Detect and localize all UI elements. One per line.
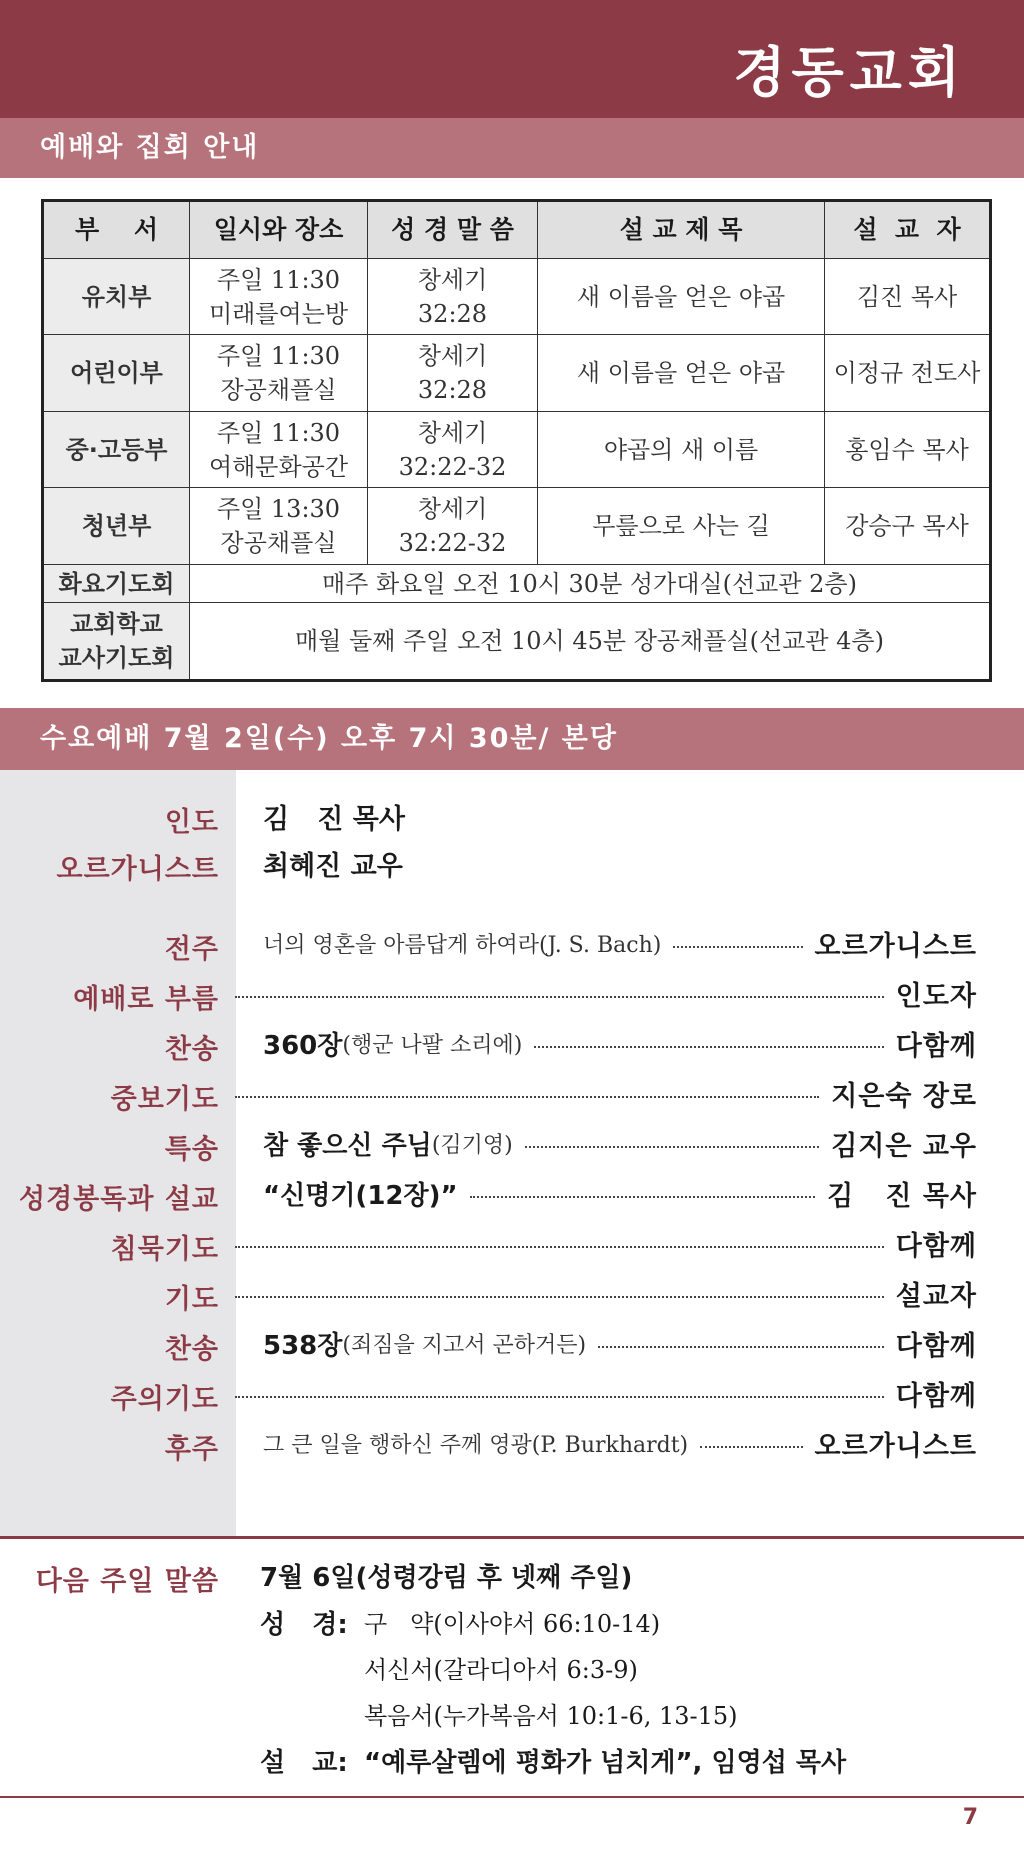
header-preacher: 설 교 자	[825, 201, 991, 259]
order-row-call	[263, 976, 977, 1010]
table-row	[43, 259, 991, 335]
preacher-cell: 김진 목사	[825, 259, 991, 335]
order-label: 기도	[164, 1284, 219, 1315]
order-sub: 너의 영혼을 아름답게 하여라(J. S. Bach)	[263, 932, 662, 958]
order-main: 360장	[263, 1030, 343, 1061]
label-leader: 인도	[164, 807, 219, 838]
schedule-header-row	[43, 201, 991, 259]
schedule-table	[41, 199, 992, 682]
dept-cell: 유치부	[43, 259, 190, 335]
time-place-cell: 주일 13:30 장공채플실	[190, 488, 368, 564]
time-place-cell: 주일 11:30 여해문화공간	[190, 411, 368, 487]
leader-name: 김 진 목사	[263, 803, 405, 835]
order-who: 다함께	[895, 1330, 977, 1362]
sermon-title: “예루살렘에 평화가 넘치게”, 임영섭 목사	[364, 1748, 847, 1778]
leader-dots	[235, 996, 884, 998]
leader-dots	[235, 1296, 884, 1298]
order-label: 예배로 부름	[73, 984, 219, 1015]
sermon-label: 설 교:	[260, 1748, 348, 1778]
leader-row	[263, 799, 977, 833]
meeting-name-cell: 교회학교 교사기도회	[43, 603, 190, 681]
time-place-cell: 주일 11:30 미래를여는방	[190, 259, 368, 335]
section-title-schedule: 예배와 집회 안내	[0, 118, 1024, 178]
order-sub: (죄짐을 지고서 곤하거든)	[342, 1332, 587, 1358]
order-row-hymn1	[263, 1026, 977, 1060]
header-time-place: 일시와 장소	[190, 201, 368, 259]
next-week-date: 7월 6일(성령강림 후 넷째 주일)	[260, 1563, 633, 1593]
sermon-title-cell: 새 이름을 얻은 야곱	[538, 335, 825, 411]
scripture-ot: 구 약(이사야서 66:10-14)	[364, 1610, 661, 1638]
leader-dots	[534, 1046, 883, 1048]
order-who: 인도자	[895, 980, 977, 1012]
sermon-title-cell: 새 이름을 얻은 야곱	[538, 259, 825, 335]
order-who: 다함께	[895, 1030, 977, 1062]
order-who: 김 진 목사	[827, 1180, 977, 1212]
leader-dots	[525, 1146, 819, 1148]
bible-cell: 창세기 32:28	[368, 259, 538, 335]
order-who: 지은숙 장로	[831, 1080, 977, 1112]
order-label: 침묵기도	[110, 1234, 219, 1265]
order-label: 주의기도	[110, 1384, 219, 1415]
bible-cell: 창세기 32:22-32	[368, 411, 538, 487]
order-row-lords-prayer	[263, 1376, 977, 1410]
meeting-row	[43, 603, 991, 681]
leader-dots	[235, 1396, 884, 1398]
leader-dots	[700, 1446, 802, 1448]
dept-cell: 중·고등부	[43, 411, 190, 487]
divider	[0, 1536, 1024, 1539]
order-row-postlude	[263, 1426, 977, 1460]
order-row-prayer	[263, 1276, 977, 1310]
order-main: “신명기(12장)”	[263, 1180, 458, 1211]
order-sub: 그 큰 일을 행하신 주께 영광(P. Burkhardt)	[263, 1432, 689, 1458]
order-label: 후주	[164, 1434, 219, 1465]
order-sub: (김기영)	[431, 1132, 513, 1158]
section-title-wednesday-service: 수요예배 7월 2일(수) 오후 7시 30분/ 본당	[0, 708, 1024, 770]
meeting-desc-cell: 매주 화요일 오전 10시 30분 성가대실(선교관 2층)	[190, 564, 991, 603]
organist-row	[263, 846, 977, 880]
church-name: 경동교회	[733, 41, 966, 104]
order-who: 설교자	[895, 1280, 977, 1312]
meeting-name-cell: 화요기도회	[43, 564, 190, 603]
page-number: 7	[962, 1805, 978, 1830]
organist-name: 최혜진 교우	[263, 850, 403, 882]
sermon-title-cell: 무릎으로 사는 길	[538, 488, 825, 564]
scripture-label: 성 경:	[260, 1610, 348, 1640]
label-organist: 오르가니스트	[56, 854, 219, 885]
header-bar	[0, 0, 1024, 118]
bible-cell: 창세기 32:28	[368, 335, 538, 411]
leader-dots	[673, 946, 802, 948]
scripture-gospel: 복음서(누가복음서 10:1-6, 13-15)	[364, 1702, 738, 1730]
order-main: 참 좋으신 주님	[263, 1130, 432, 1161]
order-row-special-song	[263, 1126, 977, 1160]
dept-cell: 어린이부	[43, 335, 190, 411]
order-label: 찬송	[164, 1034, 219, 1065]
order-who: 다함께	[895, 1380, 977, 1412]
header-bible: 성 경 말 씀	[368, 201, 538, 259]
next-week-label: 다음 주일 말씀	[35, 1566, 219, 1597]
leader-dots	[235, 1246, 884, 1248]
order-label: 중보기도	[110, 1084, 219, 1115]
scripture-epistle: 서신서(갈라디아서 6:3-9)	[364, 1656, 638, 1684]
order-who: 김지은 교우	[831, 1130, 977, 1162]
order-who: 다함께	[895, 1230, 977, 1262]
dept-cell: 청년부	[43, 488, 190, 564]
meeting-desc-cell: 매월 둘째 주일 오전 10시 45분 장공채플실(선교관 4층)	[190, 603, 991, 681]
preacher-cell: 강승구 목사	[825, 488, 991, 564]
table-row	[43, 488, 991, 564]
leader-dots	[598, 1346, 884, 1348]
order-row-intercession	[263, 1076, 977, 1110]
time-place-cell: 주일 11:30 장공채플실	[190, 335, 368, 411]
order-label: 성경봉독과 설교	[19, 1184, 219, 1215]
footer-divider	[0, 1796, 1024, 1798]
order-row-prelude	[263, 926, 977, 960]
preacher-cell: 이정규 전도사	[825, 335, 991, 411]
order-row-hymn2	[263, 1326, 977, 1360]
header-sermon-title: 설 교 제 목	[538, 201, 825, 259]
order-who: 오르가니스트	[814, 1430, 977, 1462]
sermon-title-cell: 야곱의 새 이름	[538, 411, 825, 487]
order-who: 오르가니스트	[814, 930, 977, 962]
order-label: 찬송	[164, 1334, 219, 1365]
order-label: 특송	[164, 1134, 219, 1165]
order-sub: (행군 나팔 소리에)	[342, 1032, 523, 1058]
leader-dots	[470, 1196, 815, 1198]
bible-cell: 창세기 32:22-32	[368, 488, 538, 564]
meeting-row	[43, 564, 991, 603]
order-row-silent-prayer	[263, 1226, 977, 1260]
order-label: 전주	[164, 934, 219, 965]
preacher-cell: 홍임수 목사	[825, 411, 991, 487]
order-main: 538장	[263, 1330, 343, 1361]
table-row	[43, 411, 991, 487]
leader-dots	[235, 1096, 819, 1098]
header-dept: 부 서	[43, 201, 190, 259]
order-row-sermon	[263, 1176, 977, 1210]
table-row	[43, 335, 991, 411]
